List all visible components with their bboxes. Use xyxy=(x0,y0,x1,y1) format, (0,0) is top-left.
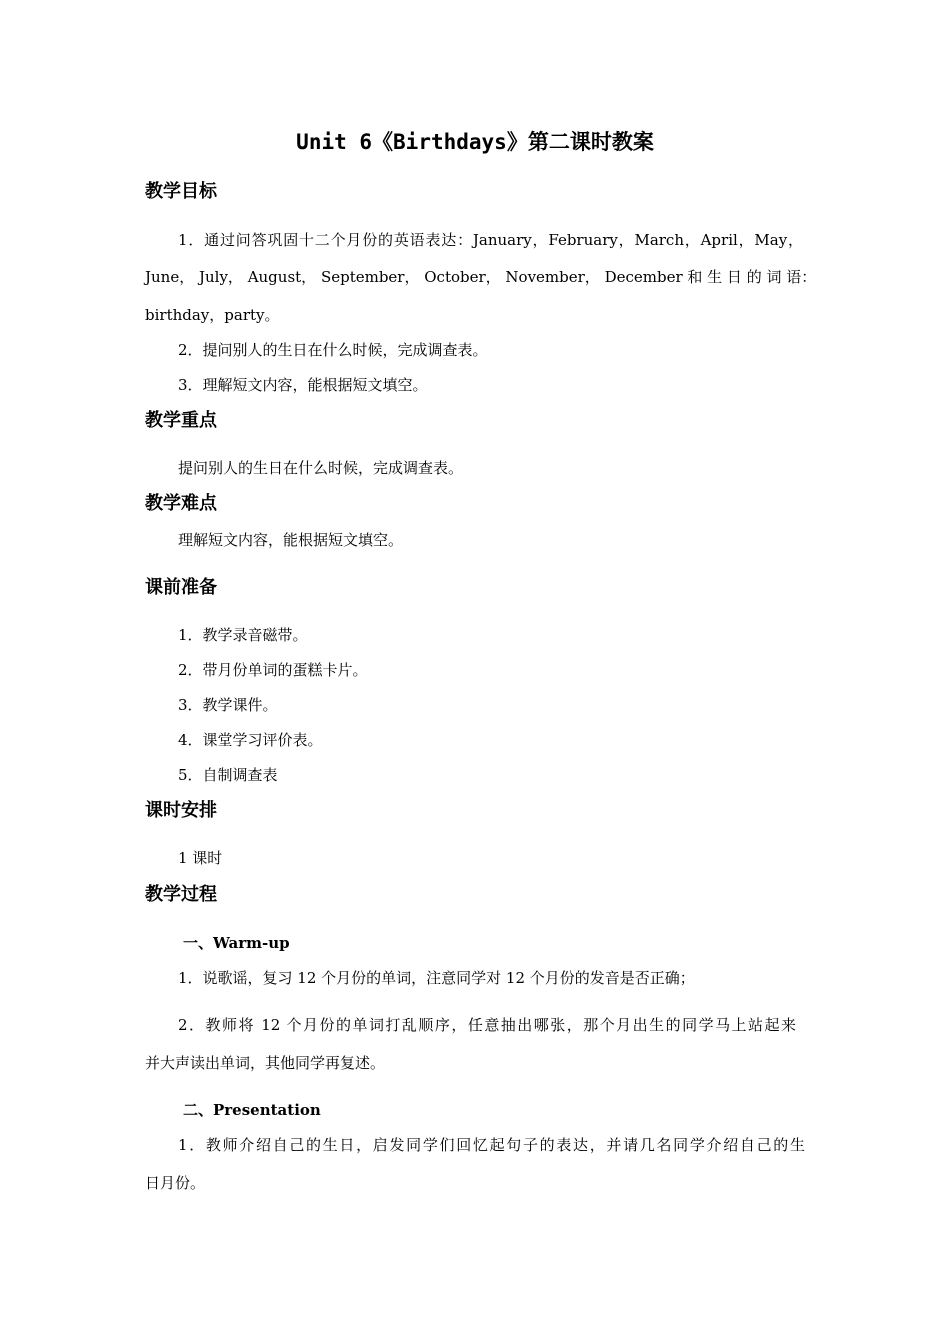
objective-1-line-1: 1．通过问答巩固十二个月份的英语表达：January，February，March，April，May， xyxy=(178,231,803,249)
objective-2: 2．提问别人的生日在什么时候，完成调查表。 xyxy=(178,341,488,359)
difficulties-text: 理解短文内容，能根据短文填空。 xyxy=(178,531,404,549)
heading-process: 教学过程 xyxy=(145,884,217,905)
warmup-item-1: 1．说歌谣，复习 12 个月份的单词，注意同学对 12 个月份的发音是否正确； xyxy=(178,969,695,987)
heading-key-points: 教学重点 xyxy=(145,410,217,431)
preparation-item: 5．自制调查表 xyxy=(178,766,278,784)
heading-schedule: 课时安排 xyxy=(145,800,217,821)
preparation-item: 3．教学课件。 xyxy=(178,696,278,714)
objective-1-line-2: June， July， August， September， October， November， December 和 生 日 的 词 语： xyxy=(145,268,817,286)
heading-preparation: 课前准备 xyxy=(145,577,217,598)
key-points-text: 提问别人的生日在什么时候，完成调查表。 xyxy=(178,459,464,477)
schedule-text: 1 课时 xyxy=(178,849,223,867)
preparation-item: 1．教学录音磁带。 xyxy=(178,626,308,644)
warmup-item-2-line-2: 并大声读出单词，其他同学再复述。 xyxy=(145,1054,386,1072)
heading-objectives: 教学目标 xyxy=(145,181,217,202)
objective-3: 3．理解短文内容，能根据短文填空。 xyxy=(178,376,428,394)
preparation-item: 2．带月份单词的蛋糕卡片。 xyxy=(178,661,368,679)
preparation-item: 4．课堂学习评价表。 xyxy=(178,731,323,749)
presentation-label: 二、Presentation xyxy=(183,1101,321,1119)
presentation-item-1-line-2: 日月份。 xyxy=(145,1174,206,1192)
objective-1-line-3: birthday，party。 xyxy=(145,306,280,324)
presentation-item-1-line-1: 1．教师介绍自己的生日，启发同学们回忆起句子的表达，并请几名同学介绍自己的生 xyxy=(178,1136,805,1154)
document-title: Unit 6《Birthdays》第二课时教案 xyxy=(296,130,654,154)
warmup-item-2-line-1: 2．教师将 12 个月份的单词打乱顺序，任意抽出哪张，那个月出生的同学马上站起来 xyxy=(178,1016,796,1034)
heading-difficulties: 教学难点 xyxy=(145,493,217,514)
warmup-label: 一、Warm-up xyxy=(183,934,290,952)
